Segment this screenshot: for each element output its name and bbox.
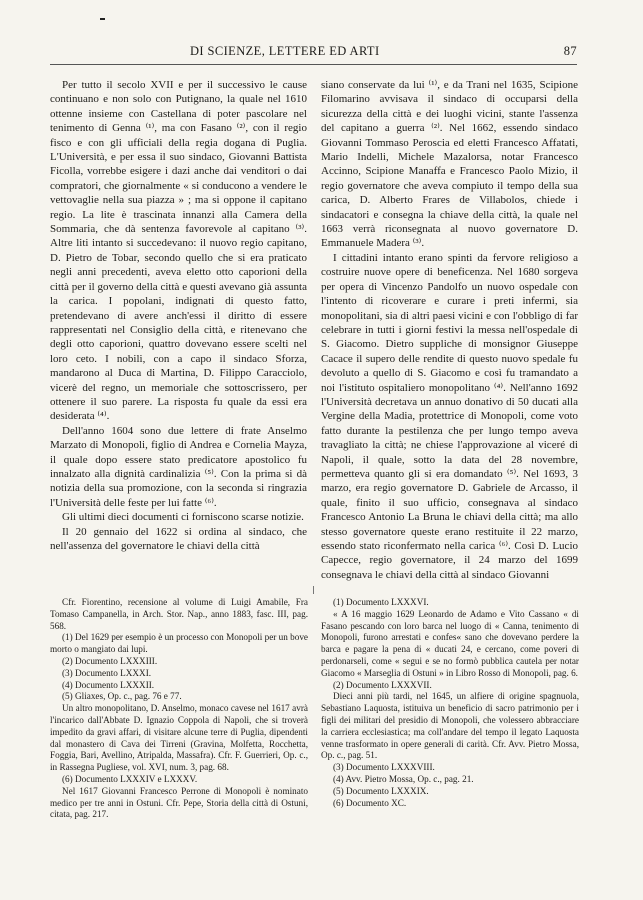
footnote: (1) Documento LXXXVI. [333, 597, 429, 607]
footnote: (5) Gliaxes, Op. c., pag. 76 e 77. [62, 691, 182, 702]
page-number: 87 [563, 44, 577, 58]
paragraph: siano conservate da lui ⁽¹⁾, e da Trani nel 1635, Scipione Filomarino avvisava il sindaco di occuparsi della sicurezza della città e dei luoghi vicini, stante l'assenza del capitano a guerra ⁽²⁾. Nel 1662, essendo sindaco Giovanni Tommaso Peroscia ed eletti Francesco Affatati, Mario Indelli, Michele Mazalorsa, notar Francesco Accinno, Scipione Manaffa e Francesco Paolo Mizio, il regio governatore che aveva compiuto il tempo della sua carica, D. Alberto Frares de Villabolos, chiede i sindacatori e consegna la chiave della città, la quale nel 1663 verrà riconsegnata al nuovo governatore D. Emmanuele Madera ⁽³⁾. [321, 79, 578, 250]
body-column-left [50, 78, 307, 553]
footnote-divider [313, 586, 314, 594]
paragraph: Dell'anno 1604 sono due lettere di frate Anselmo Marzato di Monopoli, figlio di Andrea e Cornelia Mayza, il quale dopo essere stato predicatore apostolico fu innalzato alla dignità cardinalizia ⁽⁵⁾. Con la prima si dà notizia della sua promozione, con la seconda si ringrazia l'Università delle feste per lui fatte ⁽⁶⁾. [50, 424, 307, 509]
paragraph: Gli ultimi dieci documenti ci forniscono scarse notizie. [62, 511, 304, 524]
footnotes-right [321, 597, 579, 809]
footnote: (1) Del 1629 per esempio è un processo con Monopoli per un bove morto o mangiato dai lupi. [50, 632, 308, 655]
top-mark [100, 18, 105, 20]
footnote: (6) Documento LXXXIV e LXXXV. [62, 773, 198, 784]
footnote: Cfr. Fiorentino, recensione al volume di Luigi Amabile, Fra Tomaso Campanella, in Arch. Stor. Nap., anno 1883, fasc. III, pag. 568. [50, 597, 308, 631]
paragraph: I cittadini intanto erano spinti da fervore religioso a costruire nuove opere di beneficenza. Nel 1680 sorgeva per opera di Vincenzo Pandolfo un nuovo ospedale con l'intento di ricoverare e curare i preti infermi, sia monopolitani, sia di altri paesi vicini e con l'obbligo di far celebrare in tutti i giorni festivi la messa nell'ospedale di S. Giacomo. Dietro suppliche di monsignor Giuseppe Cacace il supero delle rendite di questo nuovo spedale fu devoluto a quello di S. Giacomo e così fu tramandato a noi l'istituto ospitaliero monopolitano ⁽⁴⁾. Nell'anno 1692 l'Università decretava un annuo donativo di 50 ducati alla Vergine della Madia, protettrice di Monopoli, come voto fatto durante la pestilenza che per lungo tempo aveva travagliato la città; ne chiese l'approvazione al viceré di Napoli, il quale, sotto la data del 28 novembre, permetteva quanto gli si era domandato ⁽⁵⁾. Nel 1693, 3 marzo, era regio governatore D. Gabriele de Arcasso, il quale, finito il suo ufficio, consegnava al sindaco Francesco Antonio La Bruna le chiavi della città; ma allo stesso governatore queste erano restituite il 22 marzo, essendo stato riconfermato nella carica ⁽⁶⁾. Così D. Lucio Capecce, regio governatore, il 24 marzo del 1699 consegnava le chiavi della città al sindaco Giovanni [321, 251, 578, 581]
header-title: DI SCIENZE, LETTERE ED ARTI [190, 44, 380, 58]
footnote: (5) Documento LXXXIX. [333, 785, 429, 796]
footnote: Dieci anni più tardi, nel 1645, un alfiere di origine spagnuola, Sebastiano Laquosta, istituiva un beneficio di sacro patrimonio per i figli dei militari del presidio di Monopoli, che volessero abbracciare la carriera ecclesiastica; ma coll'andare del tempo il legato Laquosta venne trasformato in opere generali di carità. Cfr. Avv. Pietro Mossa, Op. c., pag. 51. [321, 691, 579, 761]
footnote: (2) Documento LXXXIII. [62, 655, 158, 666]
footnote: (3) Documento LXXXI. [62, 667, 152, 678]
header-rule [50, 64, 577, 65]
footnotes-left [50, 597, 308, 821]
footnote: (4) Documento LXXXII. [62, 679, 155, 690]
paragraph: Il 20 gennaio del 1622 si ordina al sindaco, che nell'assenza del governatore le chiavi della città [50, 525, 307, 552]
footnote: (3) Documento LXXXVIII. [333, 762, 435, 773]
footnote: (2) Documento LXXXVII. [333, 679, 432, 690]
footnote: Nel 1617 Giovanni Francesco Perrone di Monopoli è nominato medico per tre anni in Ostuni. Cfr. Pepe, Storia della città di Ostuni, citata, pag. 217. [50, 785, 308, 820]
footnote: (6) Documento XC. [333, 797, 407, 808]
footnote: (4) Avv. Pietro Mossa, Op. c., pag. 21. [333, 773, 474, 784]
body-column-right [321, 78, 578, 582]
footnote: « A 16 maggio 1629 Leonardo de Adamo e Vito Cassano « di Fasano pescando con loro barca nel luogo di « Canna, tenimento di Monopoli, furono arrestati e confes« sano che dovevano perdere la barca e pagare la pena di « ducati 24, e cercano, come poveri di perdonarseli, come « segui e se no formò pubblica cautela per notar Giacomo « Marseglia di Ostuni » in Libro Rosso di Monopoli, pag. 6. [321, 608, 579, 678]
paragraph: Per tutto il secolo XVII e per il successivo le cause continuano e non solo con Putignano, la quale nel 1610 ottenne insieme con Castellana di poter pascolare nel tenimento di Genna ⁽¹⁾, ma con Fasano ⁽²⁾, con il regio fisco e con gli ufficiali della regia dogana di Puglia. L'Università, e per essa il suo sindaco, Giovanni Battista Ficolla, vorrebbe esigere i dazi anche dai venditori o dai compratori, che giornalmente « si conducono a vendere le vettovaglie nella sua piazza » ; ma si oppone il capitano regio. La lite è trascinata innanzi alla Camera della Sommaria, che dà sentenza favorevole al capitano ⁽³⁾. Altre liti intanto si succedevano: il nuovo regio capitano, D. Pietro de Tobar, secondo quello che si era praticato negli anni precedenti, aveva eletto otto caporioni della città per il governo della città e questi avevano già assunta la carica. I popolani, indignati di questo fatto, pretendevano di avere anch'essi il diritto di essere rappresentati nel Consiglio della città, e ritenevano che degli otto caporioni, quattro dovevano essere scelti nel loro ceto. I nobili, con a capo il sindaco Sforza, mandarono al Duca di Martina, D. Filippo Caracciolo, vicerè del regno, un memoriale che sottoscrissero, per ottenere il suo parere. La risposta fu quale da essi era desiderata ⁽⁴⁾. [50, 79, 307, 423]
footnote: Un altro monopolitano, D. Anselmo, monaco cavese nel 1617 avrà l'incarico dall'Abbate D. Ignazio Coppola di Napoli, che si troverà impedito da gravi affari, di visitare alcune terre di Puglia, dipendenti dal monastero di Cava dei Tirreni (Gravina, Molfetta, Rocchetta, Foggia, Bari, Avellino, Atripalda, Massafra). Cfr. F. Guerrieri, Op. c., in Rassegna Pugliese, vol. XVI, num. 3, pag. 68. [50, 703, 308, 773]
